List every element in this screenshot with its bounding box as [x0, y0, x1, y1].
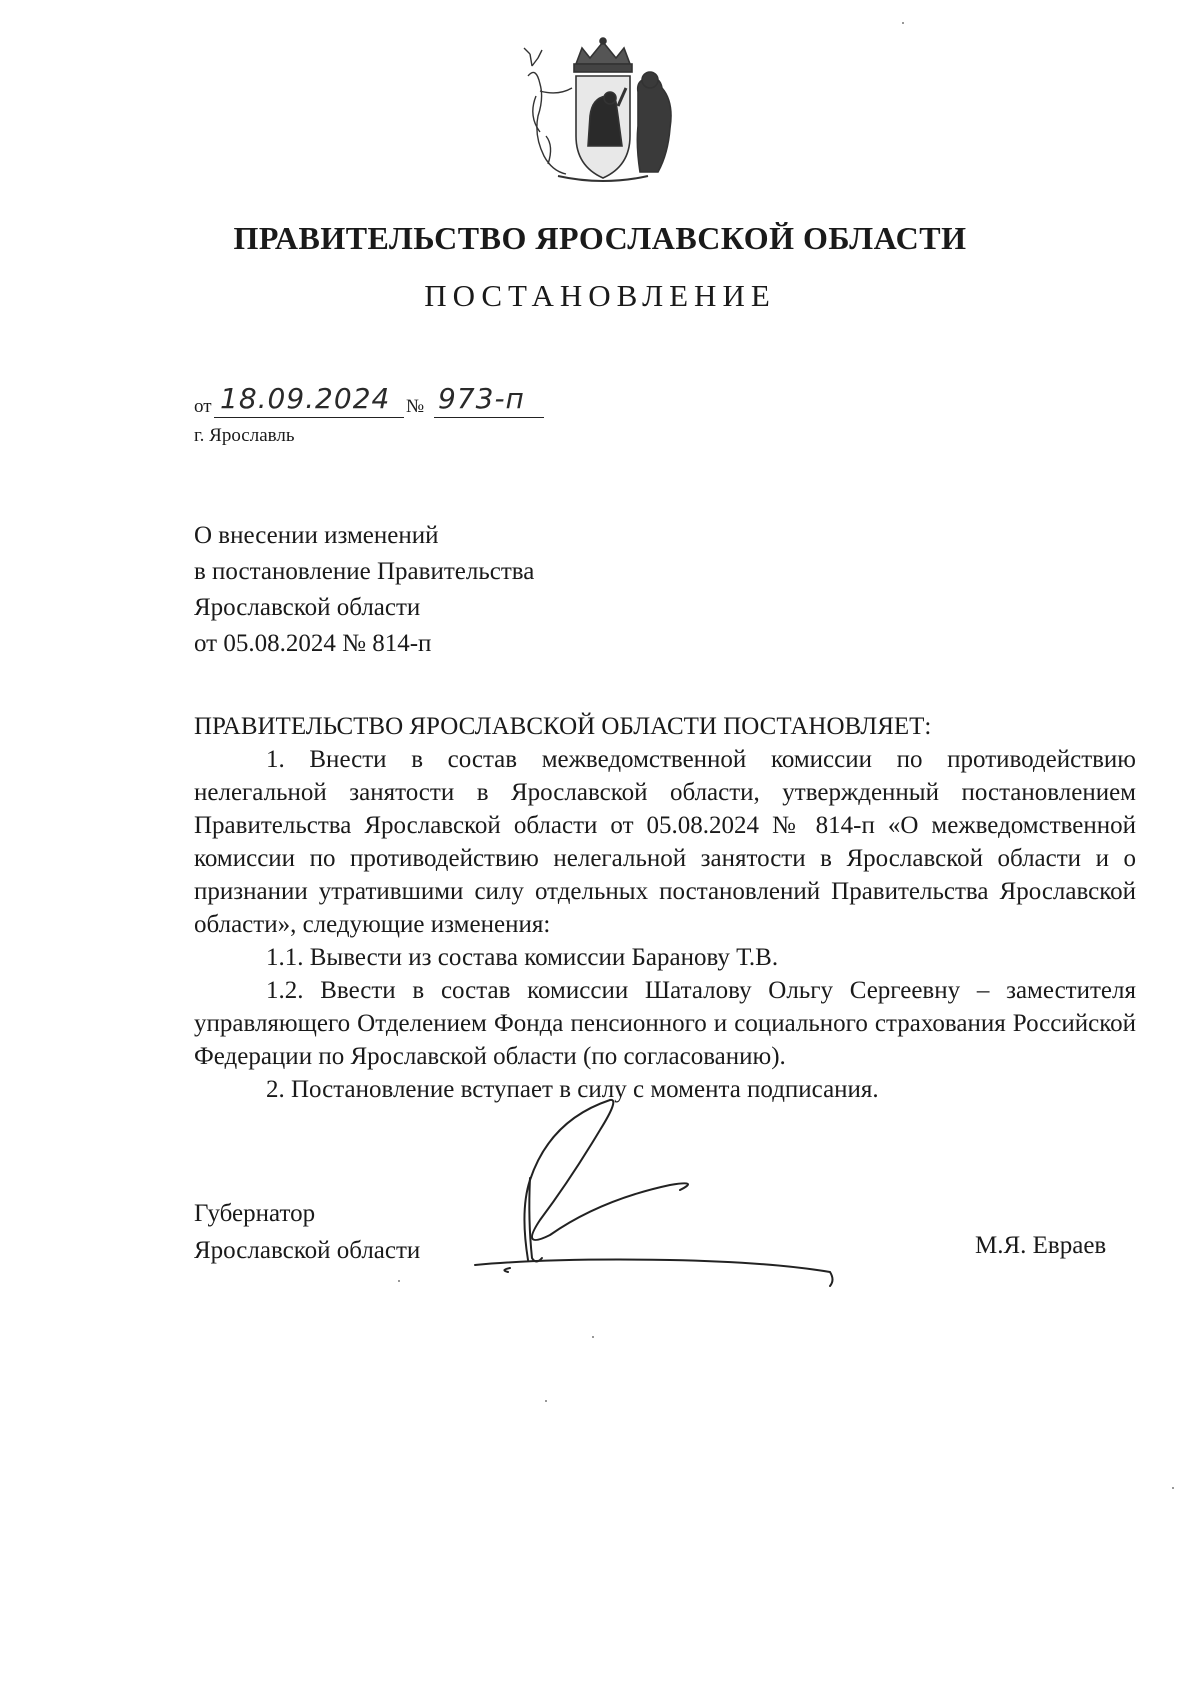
paragraph-1-1: 1.1. Вывести из состава комиссии Баранову Т.В.	[266, 944, 779, 971]
scan-speck	[545, 1400, 547, 1402]
handwritten-number: 973-п	[438, 382, 525, 415]
scan-speck	[398, 1280, 400, 1282]
subject-line: от 05.08.2024 № 814-п	[194, 630, 432, 657]
decree-heading: ПРАВИТЕЛЬСТВО ЯРОСЛАВСКОЙ ОБЛАСТИ ПОСТАНОВЛЯЕТ:	[194, 713, 932, 740]
scan-speck	[902, 22, 904, 24]
subject-block	[194, 518, 534, 662]
number-label: №	[406, 396, 425, 417]
paragraph-1: 1. Внести в состав межведомственной комиссии по противодействию нелегальной занятости в Ярославской области, утвержденный постановлением Правительства Ярославской области от 05.08.2024 № 814-п «О межведомственной комиссии по противодействию нелегальной занятости в Ярославской области и о признании утратившими силу отдельных постановлений Правительства Ярославской области», следующие изменения:	[194, 746, 1136, 938]
city-label: г. Ярославль	[194, 425, 295, 446]
body-text	[194, 710, 1136, 1106]
scan-speck	[592, 1336, 594, 1338]
paragraph-1-2: 1.2. Ввести в состав комиссии Шаталову Ольгу Сергеевну – заместителя управляющего Отделением Фонда пенсионного и социального страхования Российской Федерации по Ярославской области (по согласованию).	[194, 977, 1136, 1070]
date-underline	[214, 417, 404, 418]
signatory-title-line: Ярославской области	[194, 1237, 421, 1264]
handwritten-date: 18.09.2024	[220, 382, 391, 415]
coat-of-arms-emblem	[518, 36, 688, 186]
organization-title: ПРАВИТЕЛЬСТВО ЯРОСЛАВСКОЙ ОБЛАСТИ	[233, 220, 967, 256]
signatory-title-line: Губернатор	[194, 1200, 316, 1227]
signatory-title	[194, 1195, 420, 1269]
subject-line: О внесении изменений	[194, 522, 439, 549]
subject-line: Ярославской области	[194, 594, 421, 621]
paragraph-2: 2. Постановление вступает в силу с момента подписания.	[266, 1076, 879, 1103]
number-underline	[434, 417, 544, 418]
signatory-name: М.Я. Евраев	[975, 1232, 1107, 1259]
document-type: ПОСТАНОВЛЕНИЕ	[424, 278, 776, 313]
dateline	[194, 382, 694, 422]
date-from-label: от	[194, 396, 212, 417]
handwritten-signature	[470, 1090, 890, 1305]
subject-line: в постановление Правительства	[194, 558, 535, 585]
scan-speck	[1172, 1487, 1174, 1489]
